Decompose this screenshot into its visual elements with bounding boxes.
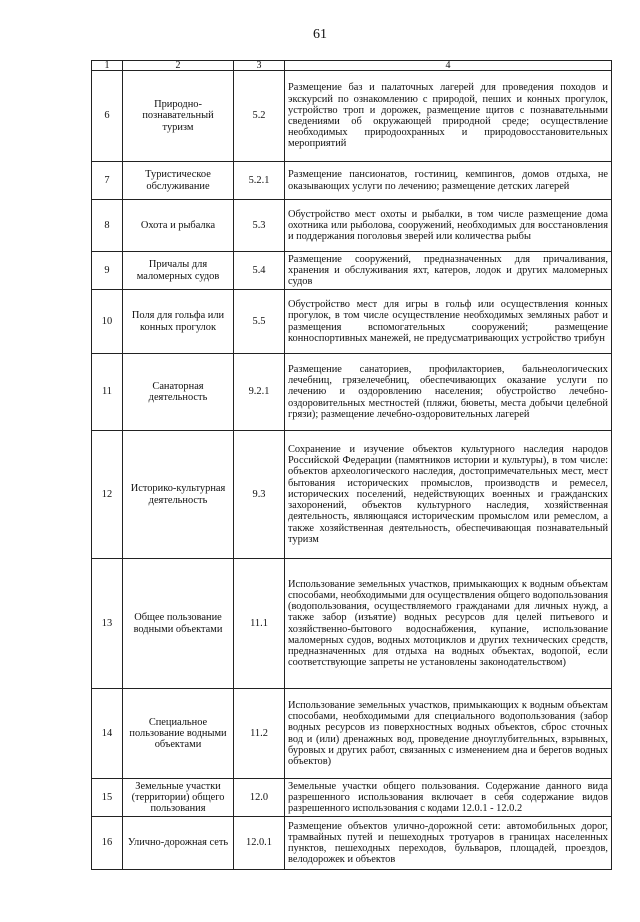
use-name: Историко-культурная деятельность <box>123 431 234 559</box>
use-description: Размещение объектов улично-дорожной сети: автомобильных дорог, трамвайных путей и пешеходных тротуаров в границах населенных пунктов, пешеходных переходов, бульваров, площадей, проездов, велодорожек и объектов <box>285 817 612 870</box>
use-description: Размещение сооружений, предназначенных для причаливания, хранения и обслуживания яхт, катеров, лодок и других маломерных судов <box>285 252 612 290</box>
use-code: 5.2.1 <box>234 162 285 200</box>
use-name: Поля для гольфа или конных прогулок <box>123 290 234 354</box>
row-number: 13 <box>92 559 123 689</box>
row-number: 15 <box>92 779 123 817</box>
use-description: Обустройство мест охоты и рыбалки, в том числе размещение дома охотника или рыболова, сооружений, необходимых для восстановления и поддержания поголовья зверей или количества рыбы <box>285 200 612 252</box>
header-cell: 3 <box>234 61 285 71</box>
use-code: 5.2 <box>234 71 285 162</box>
use-description: Размещение санаториев, профилакториев, бальнеологических лечебниц, грязелечебниц, обеспечивающих оказание услуги по лечению и оздоровлению населения; обустройство лечебно-оздоровительных местностей (пляжи, бюветы, места добычи целебной грязи); размещение лечебно-оздоровительных лагерей <box>285 354 612 431</box>
use-code: 9.2.1 <box>234 354 285 431</box>
row-number: 6 <box>92 71 123 162</box>
table-row <box>92 200 612 252</box>
page-number: 61 <box>313 27 327 42</box>
row-number: 10 <box>92 290 123 354</box>
use-code: 11.2 <box>234 689 285 779</box>
use-name: Общее пользование водными объектами <box>123 559 234 689</box>
use-description: Сохранение и изучение объектов культурного наследия народов Российской Федерации (памятников истории и культуры), в том числе: объектов археологического наследия, достопримечательных мест, мест бытования исторических промыслов, производств и ремесел, исторических поселений, недействующих военных и гражданских захоронений, объектов культурного наследия, хозяйственная деятельность, являющаяся историческим промыслом или ремеслом, а также хозяйственная деятельность, обеспечивающая познавательный туризм <box>285 431 612 559</box>
use-name: Туристическое обслуживание <box>123 162 234 200</box>
row-number: 16 <box>92 817 123 870</box>
header-row <box>92 61 612 71</box>
use-description: Обустройство мест для игры в гольф или осуществления конных прогулок, в том числе осуществление необходимых земляных работ и размещения вспомогательных сооружений; размещение конноспортивных манежей, не предусматривающих устройство трибун <box>285 290 612 354</box>
row-number: 14 <box>92 689 123 779</box>
row-number: 9 <box>92 252 123 290</box>
use-code: 9.3 <box>234 431 285 559</box>
use-code: 12.0.1 <box>234 817 285 870</box>
header-cell: 1 <box>92 61 123 71</box>
use-name: Причалы для маломерных судов <box>123 252 234 290</box>
use-description: Размещение пансионатов, гостиниц, кемпингов, домов отдыха, не оказывающих услуги по лечению; размещение детских лагерей <box>285 162 612 200</box>
row-number: 8 <box>92 200 123 252</box>
header-cell: 2 <box>123 61 234 71</box>
row-number: 12 <box>92 431 123 559</box>
table-row <box>92 290 612 354</box>
table-row <box>92 559 612 689</box>
use-name: Улично-дорожная сеть <box>123 817 234 870</box>
use-code: 5.4 <box>234 252 285 290</box>
table-row <box>92 817 612 870</box>
row-number: 11 <box>92 354 123 431</box>
table-row <box>92 431 612 559</box>
row-number: 7 <box>92 162 123 200</box>
use-code: 11.1 <box>234 559 285 689</box>
table-row <box>92 354 612 431</box>
use-name: Специальное пользование водными объектами <box>123 689 234 779</box>
use-description: Размещение баз и палаточных лагерей для проведения походов и экскурсий по ознакомлению с природой, пеших и конных прогулок, устройство троп и дорожек, размещение щитов с познавательными сведениями об окружающей природной среде; осуществление необходимых природоохранных и природовосстановительных мероприятий <box>285 71 612 162</box>
use-description: Земельные участки общего пользования. Содержание данного вида разрешенного использования включает в себя содержание видов разрешенного использования с кодами 12.0.1 - 12.0.2 <box>285 779 612 817</box>
use-name: Санаторная деятельность <box>123 354 234 431</box>
table-row <box>92 689 612 779</box>
table-row <box>92 252 612 290</box>
table-row <box>92 779 612 817</box>
use-code: 5.5 <box>234 290 285 354</box>
use-description: Использование земельных участков, примыкающих к водным объектам способами, необходимыми для осуществления общего водопользования (водопользования, осуществляемого гражданами для личных нужд, а также забор (изъятие) водных ресурсов для целей питьевого и хозяйственно-бытового водоснабжения, купание, использование маломерных судов, водных мотоциклов и других технических средств, предназначенных для отдыха на водных объектах, водопой, если соответствующие запреты не установлены законодательством) <box>285 559 612 689</box>
table-row <box>92 71 612 162</box>
use-name: Охота и рыбалка <box>123 200 234 252</box>
use-name: Земельные участки (территории) общего пользования <box>123 779 234 817</box>
use-name: Природно-познавательный туризм <box>123 71 234 162</box>
land-use-table <box>91 60 612 870</box>
use-description: Использование земельных участков, примыкающих к водным объектам способами, необходимыми для специального водопользования (забор водных ресурсов из поверхностных водных объектов, сброс сточных вод и (или) дренажных вод, проведение дноуглубительных, взрывных, буровых и других работ, связанных с изменением дна и берегов водных объектов) <box>285 689 612 779</box>
use-code: 12.0 <box>234 779 285 817</box>
table-row <box>92 162 612 200</box>
header-cell: 4 <box>285 61 612 71</box>
use-code: 5.3 <box>234 200 285 252</box>
